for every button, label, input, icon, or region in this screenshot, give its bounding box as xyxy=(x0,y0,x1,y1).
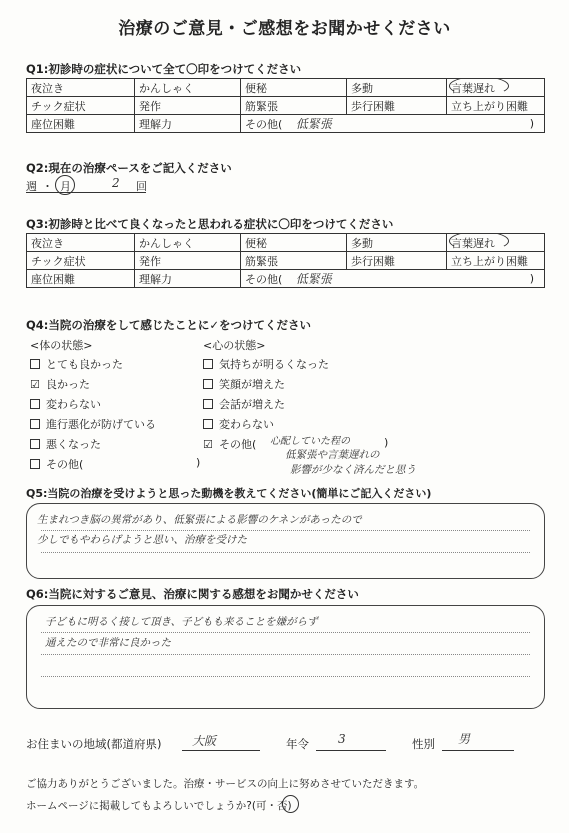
q4-body-option[interactable] xyxy=(30,456,83,472)
q1-other-cell[interactable] xyxy=(241,115,545,133)
q2-unit-week: 週 xyxy=(26,180,37,193)
q1-cell[interactable]: 座位困難 xyxy=(27,115,135,133)
q4-option-label: 会話が増えた xyxy=(219,398,285,411)
q2-answer-line[interactable] xyxy=(26,176,146,193)
q1-cell[interactable]: 立ち上がり困難 xyxy=(447,97,545,115)
q3-cell[interactable]: 座位困難 xyxy=(27,270,135,288)
checked-checkbox-icon[interactable]: ☑ xyxy=(203,438,213,451)
q4-option-label: その他( xyxy=(46,458,84,471)
q5-answer-line2: 少しでもやわらげようと思い、治療を受けた xyxy=(37,534,247,546)
ruled-line xyxy=(41,676,530,677)
q4-mind-header: <心の状態> xyxy=(203,339,266,352)
ruled-line xyxy=(41,552,530,553)
q2-unit-times: 回 xyxy=(136,180,147,193)
checkbox[interactable] xyxy=(203,399,213,409)
q3-heading: Q3:初診時と比べて良くなったと思われる症状に〇印をつけてください xyxy=(26,217,394,231)
gender-label: 性別 xyxy=(412,737,435,751)
q3-cell[interactable]: 歩行困難 xyxy=(347,252,447,270)
circle-mark xyxy=(55,175,75,195)
q1-cell[interactable]: 歩行困難 xyxy=(347,97,447,115)
q3-cell[interactable]: 発作 xyxy=(135,252,241,270)
q3-table xyxy=(26,233,545,288)
page-title: 治療のご意見・ご感想をお聞かせください xyxy=(118,19,451,39)
q4-option-label: 笑顔が増えた xyxy=(219,378,285,391)
q4-option-label: その他( xyxy=(219,438,257,451)
q4-body-header: <体の状態> xyxy=(30,339,93,352)
q3-other-label: その他( xyxy=(245,273,283,286)
age-value: 3 xyxy=(338,732,346,746)
q4-body-option[interactable] xyxy=(30,396,101,412)
q2-count: 2 xyxy=(112,176,120,190)
permission-text: ホームページに掲載してもよろしいでしょうか?(可・否) xyxy=(26,800,292,812)
q5-answer-line1: 生まれつき脳の異常があり、低緊張による影響のケネンがあったので xyxy=(37,514,362,526)
q4-option-label: 進行悪化が防げている xyxy=(46,418,156,431)
q4-mind-option[interactable] xyxy=(203,396,285,412)
q1-other-close: ) xyxy=(529,117,534,130)
q1-cell[interactable]: かんしゃく xyxy=(135,79,241,97)
age-field[interactable] xyxy=(316,732,386,751)
q4-option-label: 良かった xyxy=(46,378,90,391)
q3-cell-label: 言葉遅れ xyxy=(451,236,495,250)
ruled-line xyxy=(41,530,530,531)
q4-mind-option-checked[interactable] xyxy=(203,436,256,452)
checkbox[interactable] xyxy=(30,439,40,449)
q1-table xyxy=(26,78,545,133)
q2-heading: Q2:現在の治療ペースをご記入ください xyxy=(26,161,232,175)
q3-other-answer: 低緊張 xyxy=(295,272,332,286)
region-field[interactable] xyxy=(182,732,260,751)
checkbox[interactable] xyxy=(203,379,213,389)
q4-option-label: 悪くなった xyxy=(46,438,101,451)
age-label: 年令 xyxy=(286,737,309,751)
q4-body-option[interactable] xyxy=(30,356,123,372)
q4-body-option-checked[interactable] xyxy=(30,376,90,392)
q3-cell[interactable]: 夜泣き xyxy=(27,234,135,252)
q3-other-cell[interactable] xyxy=(241,270,545,288)
q1-other-answer: 低緊張 xyxy=(295,117,332,131)
q1-heading: Q1:初診時の症状について全て〇印をつけてください xyxy=(26,62,302,76)
q3-cell[interactable]: 多動 xyxy=(347,234,447,252)
checkbox[interactable] xyxy=(30,399,40,409)
q4-body-other-close: ) xyxy=(196,456,201,469)
q4-body-option[interactable] xyxy=(30,436,101,452)
q4-option-label: 気持ちが明るくなった xyxy=(219,358,329,371)
gender-field[interactable] xyxy=(442,732,514,751)
q1-cell[interactable]: 便秘 xyxy=(241,79,347,97)
region-value: 大阪 xyxy=(192,734,217,748)
q4-mind-option[interactable] xyxy=(203,356,329,372)
q2-dot: ・ xyxy=(42,180,53,193)
q4-option-label: とても良かった xyxy=(46,358,123,371)
q4-mind-option[interactable] xyxy=(203,376,285,392)
q4-mind-option[interactable] xyxy=(203,416,274,432)
ruled-line xyxy=(41,632,530,633)
region-label: お住まいの地域(都道府県) xyxy=(26,737,162,751)
checkbox[interactable] xyxy=(203,419,213,429)
q5-heading: Q5:当院の治療を受けようと思った動機を教えてください(簡単にご記入ください) xyxy=(26,487,432,500)
q4-mind-other-close: ) xyxy=(384,436,389,449)
q4-heading: Q4:当院の治療をして感じたことに✓をつけてください xyxy=(26,318,312,332)
q4-body-option[interactable] xyxy=(30,416,156,432)
checkbox[interactable] xyxy=(30,359,40,369)
q1-cell-label: 言葉遅れ xyxy=(451,81,495,95)
q5-answer-box[interactable] xyxy=(26,503,545,579)
checkbox[interactable] xyxy=(30,419,40,429)
q4-mind-other-answer-line3: 影響が少なく済んだと思う xyxy=(290,464,416,476)
thanks-text: ご協力ありがとうございました。治療・サービスの向上に努めさせていただきます。 xyxy=(26,778,425,790)
q6-heading: Q6:当院に対するご意見、治療に関する感想をお聞かせください xyxy=(26,587,359,601)
q1-cell[interactable]: 筋緊張 xyxy=(241,97,347,115)
ruled-line xyxy=(41,654,530,655)
q3-cell[interactable]: 筋緊張 xyxy=(241,252,347,270)
circle-mark xyxy=(449,234,509,252)
q1-cell[interactable]: 夜泣き xyxy=(27,79,135,97)
checkbox[interactable] xyxy=(203,359,213,369)
q3-cell[interactable]: かんしゃく xyxy=(135,234,241,252)
q6-answer-box[interactable] xyxy=(26,605,545,709)
q1-cell[interactable]: 発作 xyxy=(135,97,241,115)
q3-other-close: ) xyxy=(529,272,534,285)
q4-mind-other-answer-line2: 低緊張や言葉遅れの xyxy=(285,449,380,461)
q1-cell[interactable]: チック症状 xyxy=(27,97,135,115)
gender-value: 男 xyxy=(458,732,471,746)
q4-option-label: 変わらない xyxy=(219,418,274,431)
q3-cell[interactable]: 立ち上がり困難 xyxy=(447,252,545,270)
q3-cell[interactable]: チック症状 xyxy=(27,252,135,270)
q1-cell[interactable]: 多動 xyxy=(347,79,447,97)
q3-cell[interactable]: 理解力 xyxy=(135,270,241,288)
q1-cell-circled[interactable] xyxy=(447,79,545,97)
circle-mark[interactable] xyxy=(282,795,299,813)
q1-cell[interactable]: 理解力 xyxy=(135,115,241,133)
q6-answer-line2: 通えたので非常に良かった xyxy=(45,637,171,649)
q1-other-label: その他( xyxy=(245,118,283,131)
q4-option-label: 変わらない xyxy=(46,398,101,411)
checkbox[interactable] xyxy=(30,459,40,469)
q3-cell-circled[interactable] xyxy=(447,234,545,252)
checked-checkbox-icon[interactable]: ☑ xyxy=(30,378,40,391)
q4-mind-other-answer-line1: 心配していた程の xyxy=(270,436,350,447)
q3-cell[interactable]: 便秘 xyxy=(241,234,347,252)
q2-unit-month: 月 xyxy=(60,180,71,193)
circle-mark xyxy=(449,79,509,97)
q6-answer-line1: 子どもに明るく接して頂き、子どもも来ることを嫌がらず xyxy=(45,616,318,628)
